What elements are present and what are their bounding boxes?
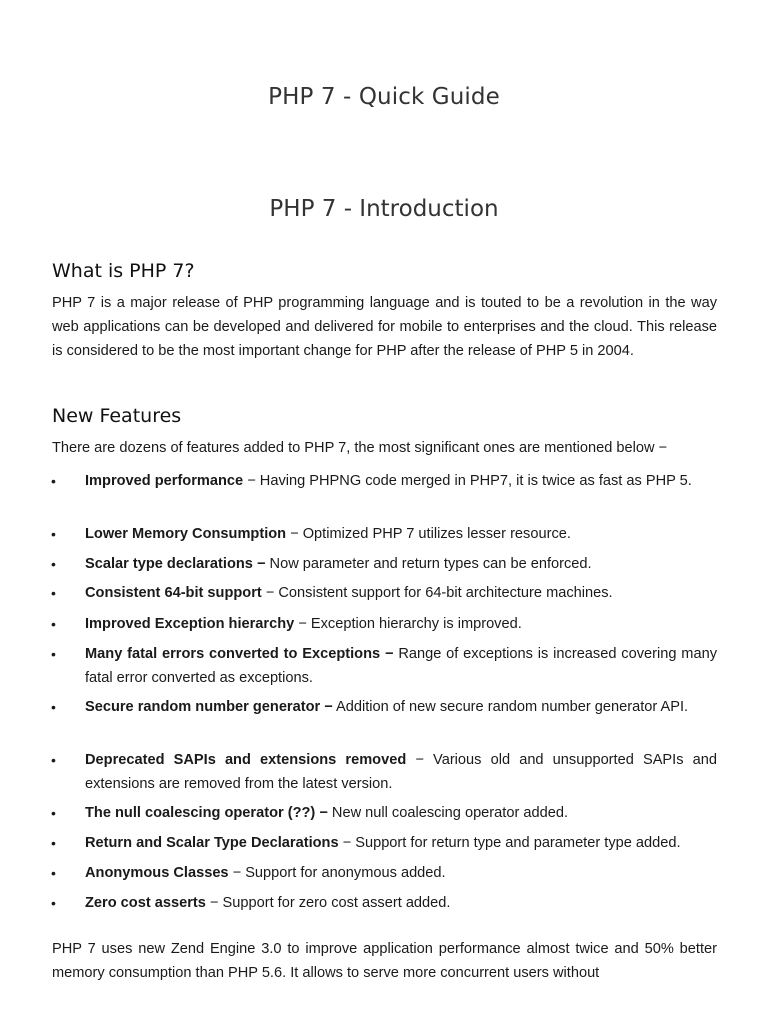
feature-text	[85, 862, 717, 886]
feature-text	[85, 613, 717, 637]
feature-term: Return and Scalar Type Declarations	[85, 835, 339, 851]
closing-paragraph: PHP 7 uses new Zend Engine 3.0 to improve application performance almost twice and 50% better memory consumption than PHP 5.6. It allows to serve more concurrent users without	[52, 941, 717, 981]
bullet-icon: •	[51, 895, 56, 911]
feature-text	[85, 832, 717, 856]
feature-desc: − Consistent support for 64-bit architecture machines.	[261, 585, 613, 601]
feature-text	[85, 553, 717, 577]
feature-desc: − Having PHPNG code merged in PHP7, it is twice as fast as PHP 5.	[243, 473, 692, 489]
bullet-icon: •	[51, 646, 56, 662]
feature-desc: − Support for zero cost assert added.	[205, 895, 451, 911]
new-features-lead: There are dozens of features added to PHP 7, the most significant ones are mentioned below −	[52, 440, 668, 456]
feature-text	[85, 470, 717, 494]
feature-term: Zero cost asserts	[85, 895, 206, 911]
new-features-heading: New Features	[52, 405, 182, 427]
feature-term: Anonymous Classes	[85, 865, 229, 881]
feature-term: Deprecated SAPIs and extensions removed	[85, 752, 407, 768]
bullet-icon: •	[51, 805, 56, 821]
feature-text	[85, 582, 717, 606]
feature-desc: Range of exceptions is increased covering many fatal error converted as exceptions.	[85, 646, 717, 686]
bullet-icon: •	[51, 526, 56, 542]
feature-desc: New null coalescing operator added.	[327, 805, 568, 821]
bullet-icon: •	[51, 835, 56, 851]
feature-text	[85, 802, 717, 826]
feature-term: Improved Exception hierarchy	[85, 616, 295, 632]
feature-desc: − Optimized PHP 7 utilizes lesser resource.	[286, 526, 571, 542]
feature-desc: − Exception hierarchy is improved.	[294, 616, 522, 632]
bullet-icon: •	[51, 473, 56, 489]
page-title: PHP 7 - Quick Guide	[268, 84, 500, 110]
feature-term: Scalar type declarations −	[85, 556, 266, 572]
bullet-icon: •	[51, 616, 56, 632]
bullet-icon: •	[51, 699, 56, 715]
feature-term: Many fatal errors converted to Exceptions −	[85, 646, 394, 662]
what-is-paragraph: PHP 7 is a major release of PHP programming language and is touted to be a revolution in the way web applications can be developed and delivered for mobile to enterprises and the cloud. This release is considered to be the most important change for PHP after the release of PHP 5 in 2004.	[52, 295, 717, 359]
feature-text	[85, 696, 717, 720]
feature-term: Lower Memory Consumption	[85, 526, 287, 542]
bullet-icon: •	[51, 752, 56, 768]
feature-desc: Addition of new secure random number generator API.	[332, 699, 689, 715]
feature-text	[85, 643, 717, 691]
feature-term: Consistent 64-bit support	[85, 585, 262, 601]
feature-text	[85, 892, 717, 916]
feature-desc: − Support for anonymous added.	[228, 865, 446, 881]
feature-text	[85, 749, 717, 797]
bullet-icon: •	[51, 865, 56, 881]
feature-term: Secure random number generator −	[85, 699, 333, 715]
what-is-heading: What is PHP 7?	[52, 260, 195, 282]
feature-desc: Now parameter and return types can be enforced.	[265, 556, 592, 572]
feature-term: The null coalescing operator (??) −	[85, 805, 328, 821]
bullet-icon: •	[51, 556, 56, 572]
feature-text	[85, 523, 717, 547]
section-title: PHP 7 - Introduction	[269, 196, 499, 222]
feature-term: Improved performance	[85, 473, 244, 489]
feature-desc: − Support for return type and parameter type added.	[338, 835, 681, 851]
feature-desc: − Various old and unsupported SAPIs and extensions are removed from the latest version.	[85, 752, 718, 792]
bullet-icon: •	[51, 585, 56, 601]
